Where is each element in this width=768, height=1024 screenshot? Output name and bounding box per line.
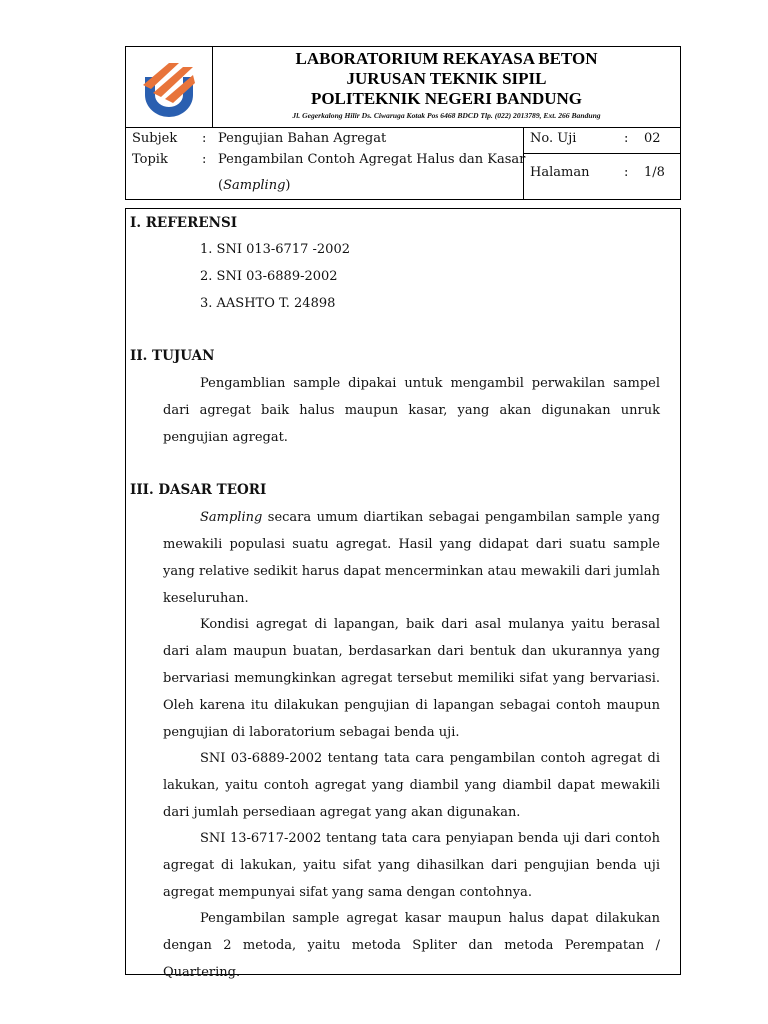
no-uji-label: No. Uji [530,131,577,146]
colon: : [202,131,207,146]
meta-divider [524,153,680,154]
no-uji-value: 02 [644,131,661,146]
reference-item: 2. SNI 03-6889-2002 [200,269,338,284]
topik-value-line2 [218,178,290,193]
department-name: JURUSAN TEKNIK SIPIL [346,69,547,88]
subjek-label: Subjek [132,131,178,146]
dasar-teori-paragraph-4: SNI 13-6717-2002 tentang tata cara penyiapan benda uji dari contoh agregat di lakukan, yaitu sifat yang dihasilkan dari pengujian benda uji agregat mempunyai sifat yang sama dengan contohnya. [163,831,660,900]
letterhead-text [213,49,680,122]
paren-close: ) [285,178,291,193]
tujuan-paragraph: Pengamblian sample dipakai untuk mengambil perwakilan sampel dari agregat baik halus maupun kasar, yang akan digunakan unruk pengujian agregat. [163,376,660,445]
colon: : [624,131,629,146]
dasar-teori-paragraph-2: Kondisi agregat di lapangan, baik dari asal mulanya yaitu berasal dari alam maupun buatan, berdasarkan dari bentuk dan ukurannya yang bervariasi memungkinkan agregat tersebut memiliki sifat yang bervariasi. Oleh karena itu dilakukan pengujian di lapangan sebagai contoh maupun pengujian di laboratorium sebagai benda uji. [163,617,660,740]
topik-sampling: Sampling [223,178,286,193]
section-tujuan-title: II. TUJUAN [130,348,215,364]
letterhead [125,46,681,128]
reference-item: 1. SNI 013-6717 -2002 [200,242,350,257]
section-referensi-title: I. REFERENSI [130,215,238,231]
dasar-teori-paragraph-3: SNI 03-6889-2002 tentang tata cara pengambilan contoh agregat di lakukan, yaitu contoh agregat yang diambil yang diambil dapat mewakili dari jumlah persediaan agregat yang akan digunakan. [163,751,660,820]
logo-cell [126,47,213,127]
colon: : [624,165,629,180]
paren-open: ( [218,178,224,193]
lab-name: LABORATORIUM REKAYASA BETON [295,49,598,68]
subjek-value: Pengujian Bahan Agregat [218,131,387,146]
topik-label: Topik [132,152,168,167]
institution-name: POLITEKNIK NEGERI BANDUNG [310,89,583,108]
sampling-term: Sampling [200,510,263,525]
section-dasar-teori-title: III. DASAR TEORI [130,482,267,498]
content-box [125,208,681,980]
paragraph-text: secara umum diartikan sebagai pengambilan sample yang mewakili populasi suatu agregat. Hasil yang didapat dari suatu sample yang relative sedikit harus dapat mencerminkan atau mewakili dari jumlah keseluruhan. [163,510,660,606]
meta-right [524,128,680,199]
halaman-label: Halaman [530,165,590,180]
address: Jl. Gegerkalong Hilir Ds. Ciwaruga Kotak Pos 6468 BDCD Tlp. (022) 2013789, Ext. 266 Bandung [292,111,601,120]
reference-item: 3. AASHTO T. 24898 [200,296,336,311]
polban-logo-icon [139,55,201,121]
colon: : [202,152,207,167]
meta-left [126,128,524,199]
topik-value: Pengambilan Contoh Agregat Halus dan Kasar [218,152,526,167]
dasar-teori-paragraph-1 [163,504,660,612]
document-meta-table [125,127,681,200]
halaman-value: 1/8 [644,165,665,180]
dasar-teori-paragraph-5: Pengambilan sample agregat kasar maupun halus dapat dilakukan dengan 2 metoda, yaitu metoda Spliter dan metoda Perempatan / Quartering. [163,911,660,980]
